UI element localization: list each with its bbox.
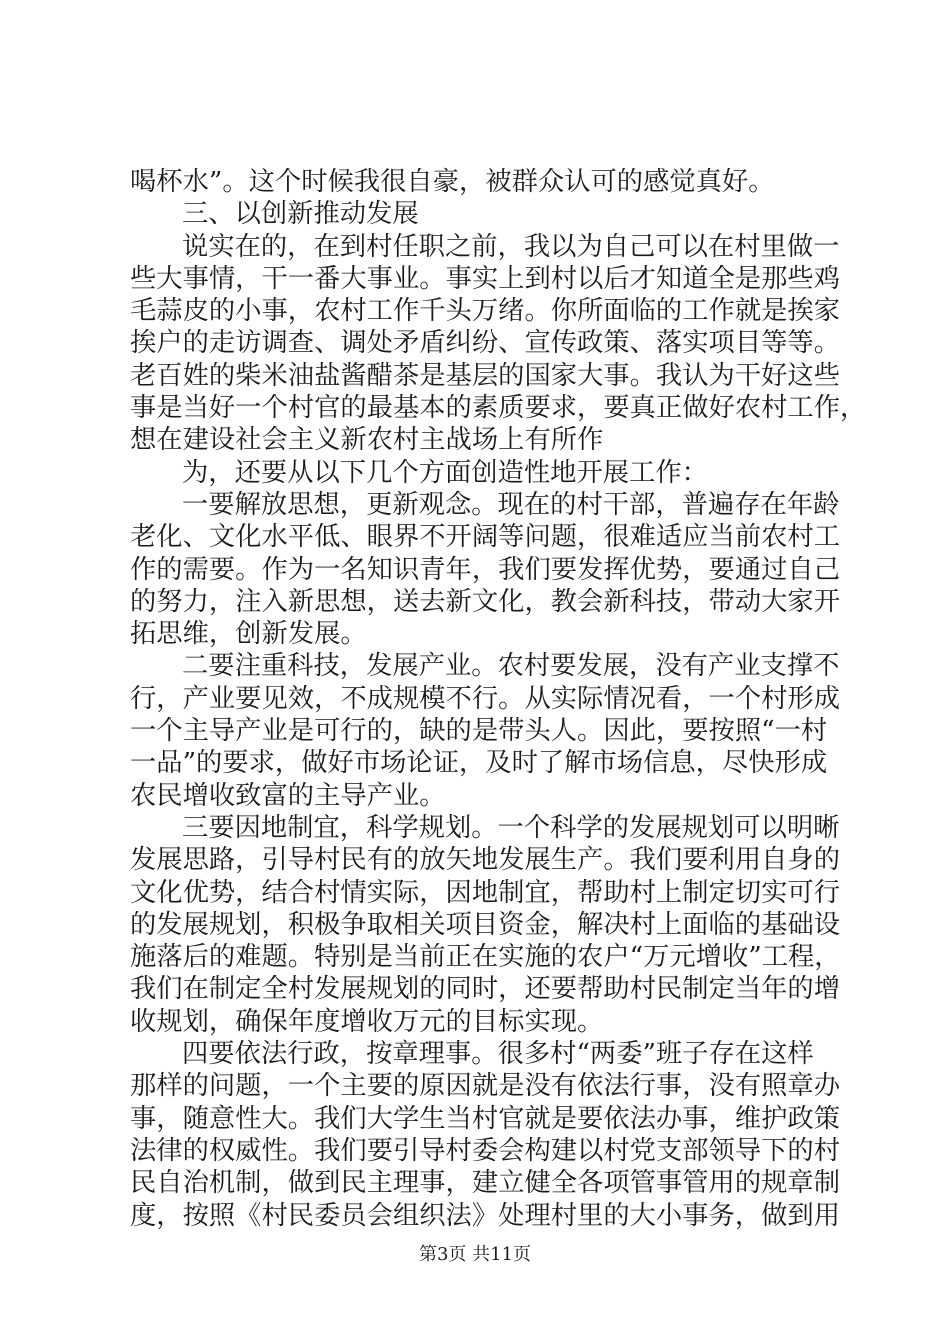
- text-line: 一品”的要求，做好市场论证，及时了解市场信息，尽快形成: [130, 748, 828, 779]
- text-line: 我们在制定全村发展规划的同时，还要帮助村民制定当年的增: [130, 974, 841, 1005]
- text-line: 毛蒜皮的小事，农村工作千头万绪。你所面临的工作就是挨家: [130, 296, 841, 327]
- text-line: 那样的问题，一个主要的原因就是没有依法行事，没有照章办: [130, 1071, 841, 1102]
- text-line: 想在建设社会主义新农村主战场上有所作: [130, 425, 604, 456]
- text-line: 为，还要从以下几个方面创造性地开展工作：: [182, 457, 708, 488]
- text-line: 发展思路，引导村民有的放矢地发展生产。我们要利用自身的: [130, 845, 841, 876]
- text-line: 老百姓的柴米油盐酱醋茶是基层的国家大事。我认为干好这些: [130, 360, 841, 391]
- text-line: 四要依法行政，按章理事。很多村“两委”班子存在这样: [182, 1039, 814, 1070]
- text-line: 挨户的走访调查、调处矛盾纠纷、宣传政策、落实项目等等。: [130, 328, 841, 359]
- text-line: 一个主导产业是可行的，缺的是带头人。因此，要按照“一村: [130, 716, 828, 747]
- text-line: 二要注重科技，发展产业。农村要发展，没有产业支撑不: [182, 651, 840, 682]
- text-line: 农民增收致富的主导产业。: [130, 780, 446, 811]
- text-line: 些大事情，干一番大事业。事实上到村以后才知道全是那些鸡: [130, 263, 841, 294]
- text-line: 事，随意性大。我们大学生当村官就是要依法办事，维护政策: [130, 1103, 841, 1134]
- text-line: 作的需要。作为一名知识青年，我们要发挥优势，要通过自己: [130, 554, 841, 585]
- text-line: 行，产业要见效，不成规模不行。从实际情况看，一个村形成: [130, 683, 841, 714]
- text-line: 度，按照《村民委员会组织法》处理村里的大小事务，做到用: [130, 1200, 841, 1231]
- text-line: 一要解放思想，更新观念。现在的村干部，普遍存在年龄: [182, 489, 840, 520]
- text-line: 喝杯水”。这个时候我很自豪，被群众认可的感觉真好。: [130, 167, 775, 197]
- page-number-footer: 第3页 共11页: [418, 1244, 532, 1265]
- text-line: 事是当好一个村官的最基本的素质要求，要真正做好农村工作，: [130, 393, 867, 424]
- text-line: 法律的权威性。我们要引导村委会构建以村党支部领导下的村: [130, 1135, 841, 1166]
- text-line: 说实在的，在到村任职之前，我以为自己可以在村里做一: [182, 231, 840, 262]
- text-line: 老化、文化水平低、眼界不开阔等问题，很难适应当前农村工: [130, 522, 841, 553]
- text-line: 的发展规划，积极争取相关项目资金，解决村上面临的基础设: [130, 909, 841, 940]
- text-line: 拓思维，创新发展。: [130, 619, 367, 650]
- text-line: 民自治机制，做到民主理事，建立健全各项管事管用的规章制: [130, 1168, 841, 1199]
- text-line: 施落后的难题。特别是当前正在实施的农户“万元增收”工程，: [130, 942, 841, 973]
- text-line: 收规划，确保年度增收万元的目标实现。: [130, 1006, 604, 1037]
- section-heading: 三、以创新推动发展: [182, 199, 419, 230]
- text-line: 文化优势，结合村情实际，因地制宜，帮助村上制定切实可行: [130, 877, 841, 908]
- body-text: [130, 166, 867, 1232]
- text-line: 的努力，注入新思想，送去新文化，教会新科技，带动大家开: [130, 586, 841, 617]
- text-line: 三要因地制宜，科学规划。一个科学的发展规划可以明晰: [182, 812, 840, 843]
